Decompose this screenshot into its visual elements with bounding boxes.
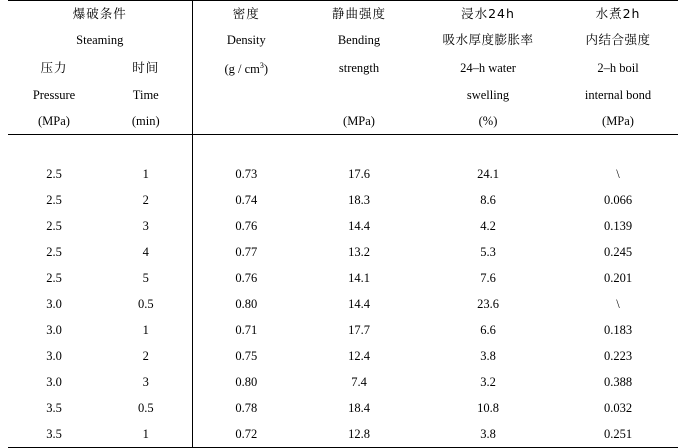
cell-pressure: 2.5 [46,193,62,208]
spacer-cell [8,135,100,162]
cell-internal-bond: 0.183 [603,323,633,338]
cell-pressure: 3.5 [8,421,100,448]
cell-bending-strength: 14.4 [348,297,370,312]
cell-pressure: 3.0 [46,297,62,312]
cell-pressure: 2.5 [46,219,62,234]
cell-time: 1 [100,161,192,187]
cell-pressure: 2.5 [46,245,62,260]
cell-density: 0.74 [235,193,258,208]
cell-internal-bond: 0.245 [603,245,633,260]
cell-internal-bond: 0.201 [603,271,633,286]
cell-pressure: 3.0 [46,349,62,364]
table-row [8,239,678,265]
spacer-cell [300,135,418,162]
cell-bending-strength: 18.3 [348,193,370,208]
spacer-cell [192,135,300,162]
cell-time: 5 [100,265,192,291]
cell-density: 0.80 [235,297,258,312]
header-density-blank [192,82,300,108]
cell-internal-bond: 0.223 [603,349,633,364]
cell-bending-strength: 12.8 [300,421,418,448]
header-row-1 [8,1,678,28]
spacer-cell [558,135,678,162]
header-time-cn: 时间 [100,53,192,82]
header-bending-blank [300,82,418,108]
header-internal-bond-unit: (MPa) [558,108,678,135]
cell-water-swelling: 3.8 [480,349,496,364]
header-bending-strength-en-2: strength [338,60,380,75]
header-internal-bond-cn-2: 内结合强度 [585,32,651,47]
header-bending-strength-unit: (MPa) [300,108,418,135]
table-body [8,1,678,448]
cell-density: 0.71 [235,323,258,338]
cell-internal-bond: 0.139 [603,219,633,234]
cell-internal-bond: 0.066 [603,193,633,208]
cell-water-swelling: 3.2 [480,375,496,390]
cell-internal-bond: 0.032 [603,401,633,416]
header-pressure-cn: 压力 [40,59,68,75]
cell-time: 4 [100,239,192,265]
cell-bending-strength: 13.2 [348,245,370,260]
table-row [8,213,678,239]
cell-pressure: 2.5 [46,167,62,182]
header-water-swelling-cn-2: 吸水厚度膨胀率 [442,32,534,47]
header-time-en: Time [100,82,192,108]
cell-internal-bond: \ [616,297,620,312]
header-water-swelling-en-2: swelling [466,88,510,103]
results-table [8,0,678,448]
header-row-2 [8,27,678,53]
cell-water-swelling: 10.8 [477,401,499,416]
cell-pressure: 3.0 [46,323,62,338]
cell-water-swelling: 24.1 [477,167,499,182]
cell-density: 0.73 [235,167,258,182]
cell-time: 2 [100,187,192,213]
cell-water-swelling: 5.3 [480,245,496,260]
cell-internal-bond: \ [616,167,620,182]
cell-density: 0.78 [235,401,258,416]
table-row [8,291,678,317]
cell-pressure: 2.5 [46,271,62,286]
header-group-blasting-conditions-en: Steaming [8,27,192,53]
cell-time: 0.5 [100,395,192,421]
header-water-swelling-unit: (%) [418,108,558,135]
cell-time: 1 [100,317,192,343]
cell-water-swelling: 4.2 [480,219,496,234]
header-row-5 [8,108,678,135]
cell-time: 3 [100,369,192,395]
header-water-swelling-en: 24–h water [460,60,516,75]
header-bending-strength-cn: 静曲强度 [300,1,418,28]
cell-density: 0.72 [192,421,300,448]
cell-bending-strength: 17.6 [348,167,370,182]
header-pressure-unit: (MPa) [8,108,100,135]
header-internal-bond-cn: 水煮2h [558,1,678,28]
cell-bending-strength: 18.4 [348,401,370,416]
header-internal-bond-en-2: internal bond [584,88,652,103]
cell-water-swelling: 8.6 [480,193,496,208]
spacer-cell [418,135,558,162]
header-row-3 [8,53,678,82]
cell-pressure: 3.0 [46,375,62,390]
table-row [8,187,678,213]
table-row [8,317,678,343]
header-density-unit-blank [192,108,300,135]
cell-internal-bond: 0.388 [603,375,633,390]
cell-bending-strength: 12.4 [348,349,370,364]
cell-pressure: 3.5 [46,401,62,416]
header-spacer-row [8,135,678,162]
cell-bending-strength: 7.4 [351,375,367,390]
cell-density: 0.80 [235,375,258,390]
cell-time: 0.5 [100,291,192,317]
cell-water-swelling: 7.6 [480,271,496,286]
cell-density: 0.76 [235,271,258,286]
spacer-cell [100,135,192,162]
header-time-unit: (min) [100,108,192,135]
cell-time: 1 [100,421,192,448]
cell-density: 0.77 [235,245,258,260]
table-row [8,421,678,448]
header-density-cn: 密度 [192,1,300,28]
cell-time: 3 [100,213,192,239]
cell-internal-bond: 0.251 [558,421,678,448]
header-bending-strength-en: Bending [337,33,381,47]
header-water-swelling-cn: 浸水24h [418,1,558,28]
header-density-en: Density [226,33,266,47]
header-row-4 [8,82,678,108]
cell-bending-strength: 14.1 [348,271,370,286]
table-row [8,369,678,395]
header-group-blasting-conditions-cn: 爆破条件 [8,1,192,28]
cell-density: 0.75 [235,349,258,364]
table-row [8,161,678,187]
cell-time: 2 [100,343,192,369]
cell-bending-strength: 17.7 [348,323,370,338]
table-row [8,395,678,421]
header-pressure-en: Pressure [32,88,76,103]
header-internal-bond-en: 2–h boil [597,60,639,75]
header-density-unit: $(g / cm^3)$ [224,61,269,77]
cell-water-swelling: 3.8 [418,421,558,448]
cell-water-swelling: 23.6 [477,297,499,312]
table-row [8,343,678,369]
cell-bending-strength: 14.4 [348,219,370,234]
cell-density: 0.76 [235,219,258,234]
table-row [8,265,678,291]
cell-water-swelling: 6.6 [480,323,496,338]
